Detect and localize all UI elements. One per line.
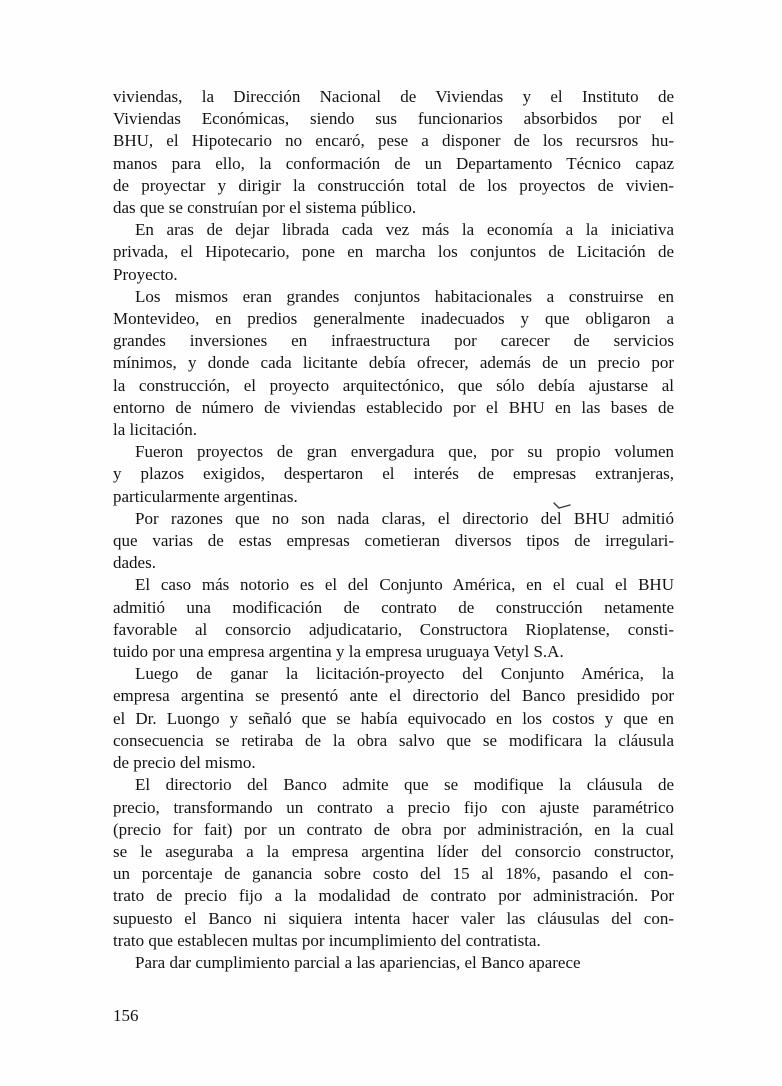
text-line: El directorio del Banco admite que se modifique la cláusula de xyxy=(135,775,674,795)
stray-pen-mark xyxy=(553,500,571,510)
text-line: grandes inversiones en infraestructura por carecer de servicios xyxy=(113,331,674,351)
paragraph xyxy=(113,574,674,663)
text-line: viviendas, la Dirección Nacional de Viviendas y el Instituto de xyxy=(113,87,674,106)
text-line: particularmente argentinas. xyxy=(113,486,298,506)
paragraph xyxy=(113,952,674,974)
paragraph xyxy=(113,219,674,286)
paragraph xyxy=(113,663,674,774)
text-line: Los mismos eran grandes conjuntos habitacionales a construirse en xyxy=(135,286,674,306)
text-line: de proyectar y dirigir la construcción total de los proyectos de vivien- xyxy=(113,175,674,195)
text-line: consecuencia se retiraba de la obra salvo que se modificara la cláusula xyxy=(113,730,674,750)
page-number: 156 xyxy=(113,1006,139,1025)
text-line: y plazos exigidos, despertaron el interés de empresas extranjeras, xyxy=(113,464,674,484)
text-line: tuido por una empresa argentina y la empresa uruguaya Vetyl S.A. xyxy=(113,642,564,662)
text-line: de precio del mismo. xyxy=(113,753,256,773)
text-line: se le aseguraba a la empresa argentina líder del consorcio constructor, xyxy=(113,841,674,861)
text-line: Fueron proyectos de gran envergadura que, por su propio volumen xyxy=(135,442,674,462)
text-line: favorable al consorcio adjudicatario, Constructora Rioplatense, consti- xyxy=(113,619,674,639)
text-line: trato de precio fijo a la modalidad de contrato por administración. Por xyxy=(113,886,674,906)
text-line: das que se construían por el sistema público. xyxy=(113,198,417,218)
text-line: Viviendas Económicas, siendo sus funcionarios absorbidos por el xyxy=(113,109,674,129)
text-line: Proyecto. xyxy=(113,264,178,284)
text-line: supuesto el Banco ni siquiera intenta hacer valer las cláusulas del con- xyxy=(113,908,674,928)
text-block xyxy=(113,86,674,974)
text-line: precio, transformando un contrato a precio fijo con ajuste paramétrico xyxy=(113,797,674,817)
paragraph xyxy=(113,286,674,441)
text-line: (precio for fait) por un contrato de obra por administración, en la cual xyxy=(113,819,674,839)
paragraph xyxy=(113,774,674,952)
text-line: Montevideo, en predios generalmente inadecuados y que obligaron a xyxy=(113,309,674,329)
text-line: la licitación. xyxy=(113,420,198,440)
text-line: un porcentaje de ganancia sobre costo del 15 al 18%, pasando el con- xyxy=(113,864,674,884)
text-line: entorno de número de viviendas establecido por el BHU en las bases de xyxy=(113,397,674,417)
text-line: admitió una modificación de contrato de construcción netamente xyxy=(113,597,674,617)
text-line: trato que establecen multas por incumplimiento del contratista. xyxy=(113,930,541,950)
text-line: mínimos, y donde cada licitante debía ofrecer, además de un precio por xyxy=(113,353,674,373)
text-line: manos para ello, la conformación de un Departamento Técnico capaz xyxy=(113,153,674,173)
paragraph xyxy=(113,86,674,219)
text-line: la construcción, el proyecto arquitectónico, que sólo debía ajustarse al xyxy=(113,375,674,395)
text-line: privada, el Hipotecario, pone en marcha los conjuntos de Licitación de xyxy=(113,242,674,262)
text-line: En aras de dejar librada cada vez más la economía a la iniciativa xyxy=(135,220,674,240)
paragraph xyxy=(113,508,674,575)
text-line: dades. xyxy=(113,553,156,573)
text-line: empresa argentina se presentó ante el directorio del Banco presidido por xyxy=(113,686,674,706)
text-line: Por razones que no son nada claras, el directorio del BHU admitió xyxy=(135,508,674,528)
text-line: Para dar cumplimiento parcial a las apariencias, el Banco aparece xyxy=(135,952,581,972)
paragraph xyxy=(113,441,674,508)
text-line: El caso más notorio es el del Conjunto América, en el cual el BHU xyxy=(135,575,674,595)
text-line: BHU, el Hipotecario no encaró, pese a disponer de los recursros hu- xyxy=(113,131,674,151)
text-line: el Dr. Luongo y señaló que se había equivocado en los costos y que en xyxy=(113,708,674,728)
text-line: Luego de ganar la licitación-proyecto del Conjunto América, la xyxy=(135,664,674,684)
text-line: que varias de estas empresas cometieran diversos tipos de irregulari- xyxy=(113,531,674,551)
